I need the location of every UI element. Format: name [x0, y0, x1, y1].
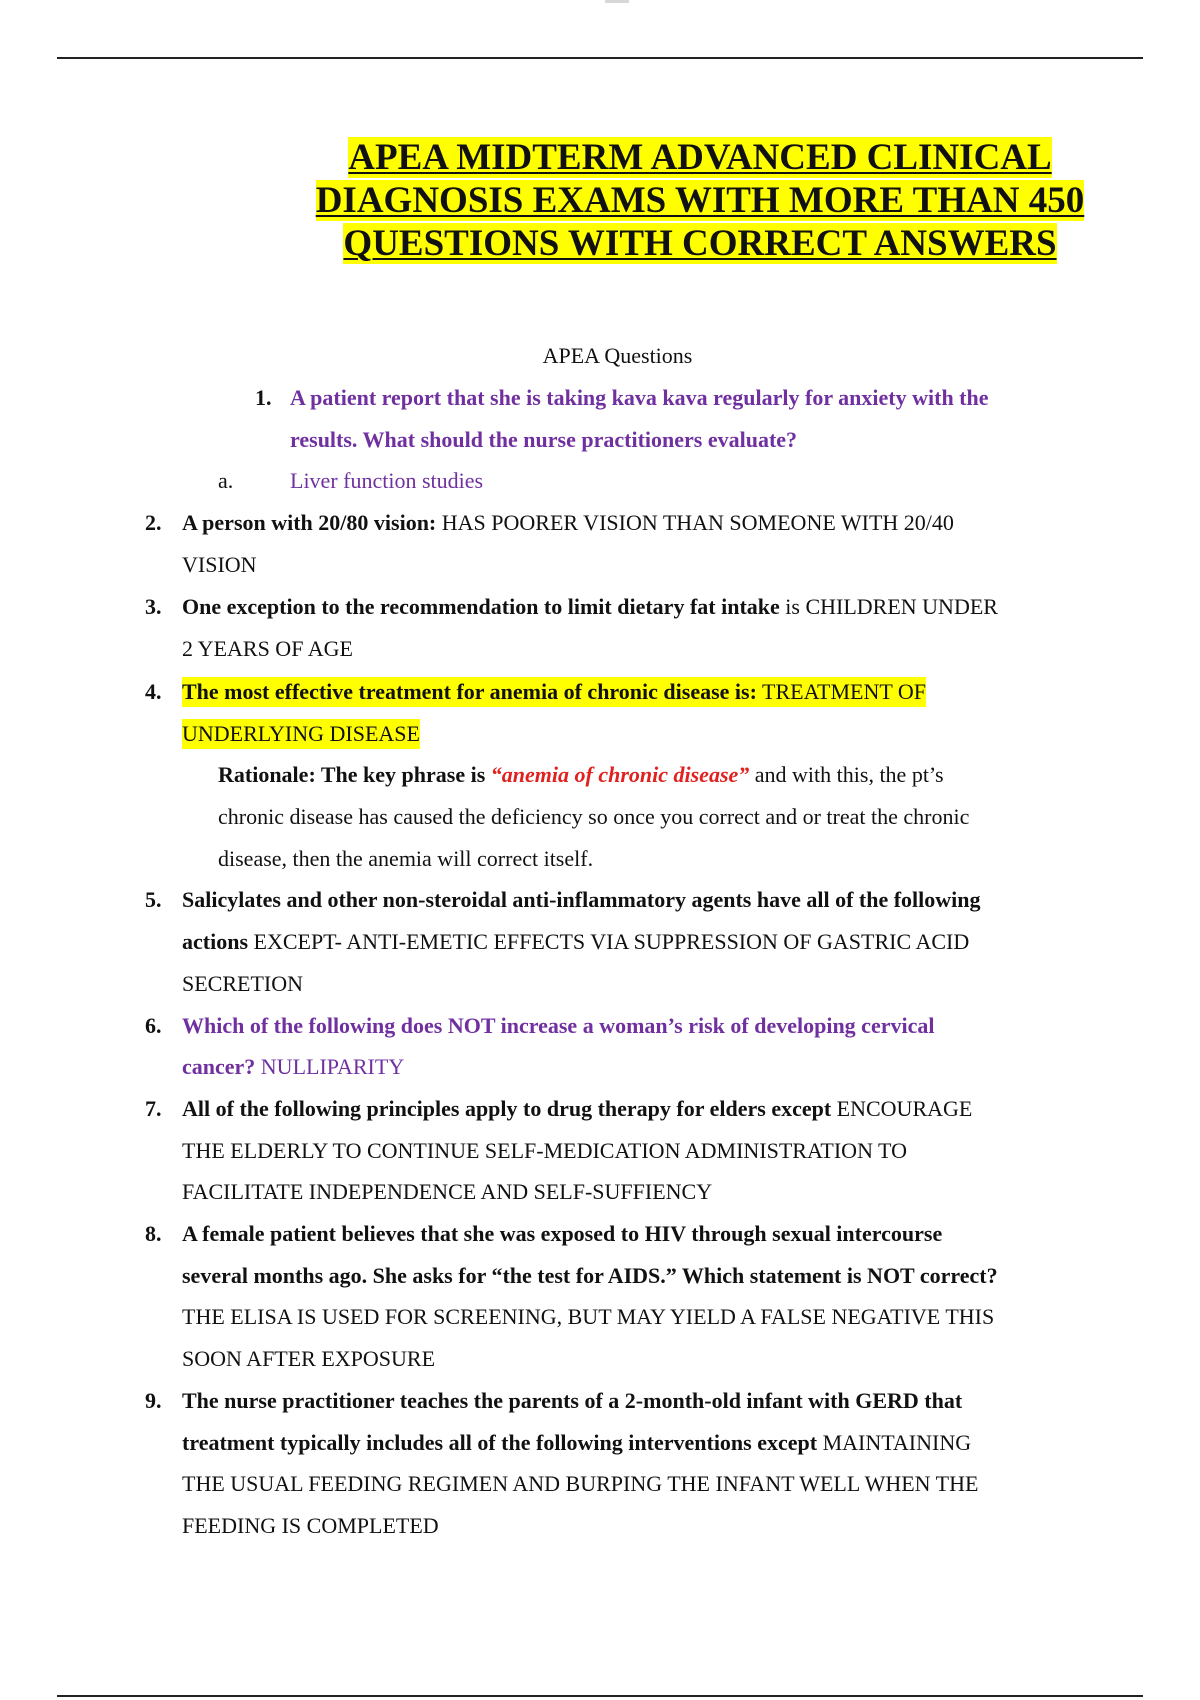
question-number: 5. — [145, 887, 162, 912]
answer-text: THE ELISA IS USED FOR SCREENING, BUT MAY YIELD A FALSE NEGATIVE THIS — [182, 1304, 995, 1329]
rationale-text: disease, then the anemia will correct itself. — [218, 846, 594, 871]
question-text: The most effective treatment for anemia of chronic disease is: — [182, 679, 757, 704]
answer-text: THE ELDERLY TO CONTINUE SELF-MEDICATION ADMINISTRATION TO — [182, 1138, 907, 1163]
title-line-3: QUESTIONS WITH CORRECT ANSWERS — [343, 223, 1057, 264]
option-label: a. — [218, 468, 234, 493]
question-line — [182, 508, 954, 538]
rationale-key-phrase: “anemia of chronic disease” — [490, 762, 750, 787]
question-text: treatment typically includes all of the following interventions except — [182, 1430, 818, 1455]
question-text: cancer? — [182, 1054, 256, 1079]
question-text: actions — [182, 929, 248, 954]
answer-text: THE USUAL FEEDING REGIMEN AND BURPING THE INFANT WELL WHEN THE — [182, 1471, 979, 1496]
answer-text: MAINTAINING — [817, 1430, 972, 1455]
question-number: 4. — [145, 679, 162, 704]
answer-text: NULLIPARITY — [255, 1054, 405, 1079]
rationale-label: Rationale: The key phrase is — [218, 762, 491, 787]
answer-text: UNDERLYING DISEASE — [182, 719, 420, 749]
question-number: 7. — [145, 1096, 162, 1121]
question-number: 8. — [145, 1221, 162, 1246]
question-text: All of the following principles apply to drug therapy for elders except — [182, 1096, 832, 1121]
question-number: 1. — [255, 385, 272, 410]
answer-text: HAS POORER VISION THAN SOMEONE WITH 20/40 — [436, 510, 954, 535]
answer-text: SECRETION — [182, 971, 303, 996]
question-line — [182, 1052, 404, 1082]
answer-text: is CHILDREN UNDER — [779, 594, 998, 619]
question-number: 2. — [145, 510, 162, 535]
answer-text: ENCOURAGE — [831, 1096, 973, 1121]
rationale-line — [218, 760, 944, 790]
question-text: A female patient believes that she was exposed to HIV through sexual intercourse — [182, 1221, 943, 1246]
answer-text: TREATMENT OF — [756, 679, 927, 704]
title-line-2: DIAGNOSIS EXAMS WITH MORE THAN 450 — [315, 180, 1085, 221]
question-text: A person with 20/80 vision: — [182, 510, 437, 535]
answer-text: 2 YEARS OF AGE — [182, 636, 353, 661]
section-subtitle: APEA Questions — [542, 343, 693, 368]
answer-text: FACILITATE INDEPENDENCE AND SELF-SUFFIENCY — [182, 1179, 713, 1204]
question-text: A patient report that she is taking kava kava regularly for anxiety with the — [290, 385, 989, 410]
question-text: The nurse practitioner teaches the parents of a 2-month-old infant with GERD that — [182, 1388, 963, 1413]
question-text: Which of the following does NOT increase a woman’s risk of developing cervical — [182, 1013, 935, 1038]
question-line — [182, 592, 998, 622]
question-text: Salicylates and other non-steroidal anti-inflammatory agents have all of the following — [182, 887, 981, 912]
header-rule — [57, 57, 1143, 59]
answer-text: VISION — [182, 552, 257, 577]
rationale-text: chronic disease has caused the deficiency so once you correct and or treat the chronic — [218, 804, 970, 829]
question-text: One exception to the recommendation to limit dietary fat intake — [182, 594, 780, 619]
answer-text: EXCEPT- ANTI-EMETIC EFFECTS VIA SUPPRESSION OF GASTRIC ACID — [248, 929, 970, 954]
question-line — [182, 927, 969, 957]
question-line — [182, 1428, 971, 1458]
page-top-mark — [605, 0, 629, 3]
question-text: several months ago. She asks for “the test for AIDS.” Which statement is NOT correct? — [182, 1263, 998, 1288]
page-title — [300, 136, 1100, 265]
question-line — [182, 677, 926, 707]
answer-text: FEEDING IS COMPLETED — [182, 1513, 439, 1538]
rationale-text: and with this, the pt’s — [749, 762, 944, 787]
footer-rule — [57, 1695, 1143, 1697]
title-line-1: APEA MIDTERM ADVANCED CLINICAL — [348, 137, 1052, 178]
question-number: 9. — [145, 1388, 162, 1413]
question-number: 3. — [145, 594, 162, 619]
question-line — [182, 1094, 972, 1124]
question-number: 6. — [145, 1013, 162, 1038]
answer-text: SOON AFTER EXPOSURE — [182, 1346, 436, 1371]
answer-text: Liver function studies — [290, 468, 484, 493]
question-text: results. What should the nurse practitioners evaluate? — [290, 427, 798, 452]
